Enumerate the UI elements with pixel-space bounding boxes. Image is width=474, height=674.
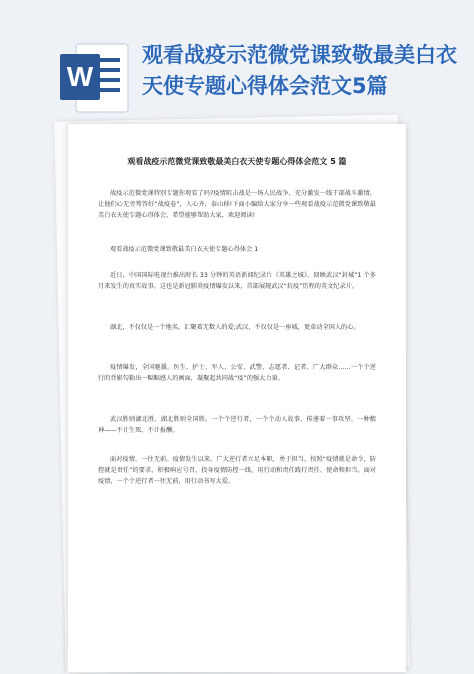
paragraph-3: 湖北，不仅仅是一个地名，汇聚着无数人的爱;武汉，不仅仅是一座城，更牵动全国人的心。 bbox=[110, 324, 360, 331]
paragraph-intro: 战疫示范微党课特别专题你观看了吗?疫情阻击战是一场人民战争，充分激发一线干部战斗激情，让他们心无旁骛答好“战疫卷”，人心齐，泰山移!下面小编给大家分享一些观看战疫示范微党课致敬最美白衣天使专题心得体会，希望能够帮助大家，欢迎阅读! bbox=[98, 190, 376, 219]
paragraph-heading-1: 观看战疫示范微党课致敬最美白衣天使专题心得体会 1 bbox=[110, 246, 259, 253]
paragraph-4: 疫情爆发，全国驰援。医生、护士、军人、公安、武警、志愿者、记者、广大群众……一个个逆行的背影勾勒出一幅幅感人的画面，凝聚起共同战“疫”的强大力量。 bbox=[98, 364, 376, 382]
paragraph-6: 面对疫情，一往无前。疫情发生以来，广大逆行者立足本职，勇于担当，按照“疫情就是命令，防控就是责任”的要求，积极响应号召，投身疫情防控一线，用行动和责任践行责任、使命和担当。面对疫情，一个个逆行者一往无前，用行动书写大爱。 bbox=[98, 456, 376, 485]
page-title: 观看战疫示范微党课致敬最美白衣天使专题心得体会范文5篇 bbox=[142, 43, 457, 98]
paragraph-5: 武汉胜则湖北胜，湖北胜则全国胜。一个个逆行者，一个个动人故事，传递着一事攻坚、一种精神——不计生死、不计报酬。 bbox=[98, 416, 376, 434]
document-title: 观看战疫示范微党课致敬最美白衣天使专题心得体会范文 5 篇 bbox=[127, 157, 347, 166]
word-icon-letter: W bbox=[66, 61, 94, 92]
paragraph-2: 近日，中国国际电视台推出时长 33 分钟的英语新闻纪录片《英雄之城》，回顾武汉“封城”1 个多月来发生的真实故事。这也是新冠肺炎疫情爆发以来，首部展现武汉“抗疫”历程的英文纪录片。 bbox=[98, 272, 376, 290]
document-page bbox=[68, 124, 406, 672]
header bbox=[0, 0, 474, 120]
word-icon bbox=[58, 40, 132, 116]
